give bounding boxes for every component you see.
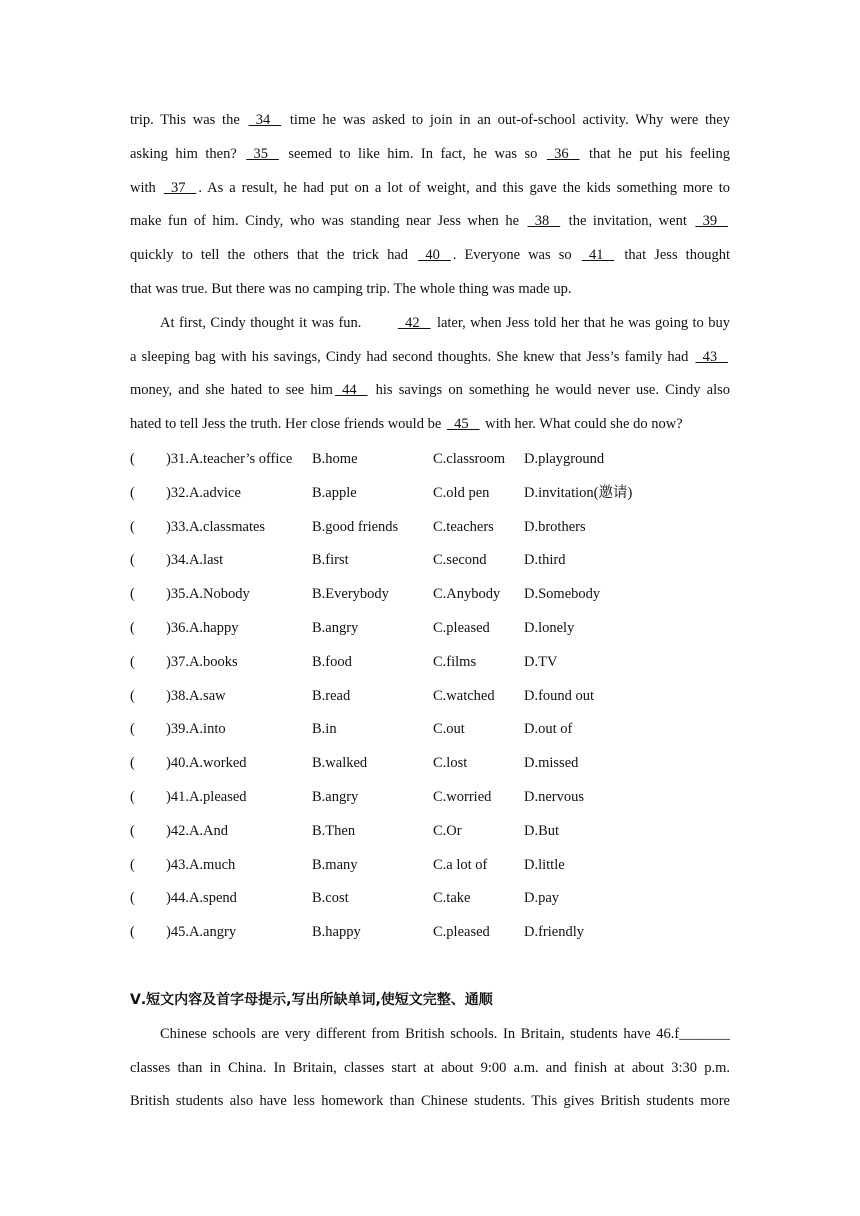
- answer-paren: (: [130, 586, 135, 603]
- option-b: B.happy: [312, 924, 361, 941]
- option-b: B.first: [312, 552, 349, 569]
- option-row: [130, 713, 730, 747]
- option-b: B.angry: [312, 788, 359, 805]
- option-d: D.playground: [524, 451, 605, 467]
- option-c: C.teachers: [433, 518, 494, 535]
- blank-number: 40: [418, 247, 451, 264]
- passage-line: [130, 307, 730, 341]
- option-a: )40.A.worked: [166, 755, 247, 772]
- option-c: C.classroom: [433, 451, 506, 467]
- option-a: )38.A.saw: [166, 687, 226, 704]
- option-d: D.nervous: [524, 788, 585, 805]
- answer-paren: (: [130, 451, 135, 467]
- answer-paren: (: [130, 619, 135, 636]
- passage-line: [130, 239, 730, 273]
- answer-paren: (: [130, 687, 135, 704]
- option-a: )32.A.advice: [166, 484, 241, 501]
- passage-text: money, and she hated to see him: [130, 382, 333, 399]
- answer-paren: (: [130, 890, 135, 907]
- option-c: C.Or: [433, 822, 462, 839]
- passage-text: with: [130, 179, 162, 196]
- option-d: D.TV: [524, 653, 558, 670]
- answer-paren: (: [130, 484, 135, 501]
- passage-text: make fun of him. Cindy, who was standing near Jess when he: [130, 213, 526, 230]
- option-c: C.pleased: [433, 924, 490, 941]
- option-b: B.good friends: [312, 518, 399, 535]
- option-a: )31.A.teacher’s office: [166, 451, 293, 467]
- option-b: B.apple: [312, 484, 357, 501]
- option-c: C.a lot of: [433, 856, 488, 873]
- option-b: B.angry: [312, 619, 359, 636]
- cloze-passage: [130, 104, 730, 442]
- option-a: )33.A.classmates: [166, 518, 266, 535]
- passage-text: . As a result, he had put on a lot of weight, and this gave the kids something more to: [198, 179, 731, 196]
- option-row: [130, 849, 730, 883]
- passage-line: [130, 273, 730, 307]
- option-c: C.Anybody: [433, 586, 501, 603]
- answer-paren: (: [130, 822, 135, 839]
- option-c: C.take: [433, 890, 471, 907]
- passage-text: the invitation, went: [562, 213, 694, 230]
- option-d: D.missed: [524, 755, 579, 772]
- option-d: D.little: [524, 856, 565, 873]
- section5-line: British students also have less homework than Chinese students. This gives British students more: [130, 1093, 730, 1110]
- option-row: [130, 815, 730, 849]
- option-d: D.But: [524, 822, 560, 839]
- option-row: [130, 916, 730, 950]
- answer-paren: (: [130, 856, 135, 873]
- option-row: [130, 578, 730, 612]
- option-c: C.pleased: [433, 619, 490, 636]
- passage-text: hated to tell Jess the truth. Her close friends would be: [130, 416, 445, 433]
- option-b: B.many: [312, 856, 358, 873]
- passage-line: [130, 341, 730, 375]
- blank-number: 37: [163, 179, 197, 196]
- option-d: D.out of: [524, 721, 573, 738]
- blank-number: 44: [334, 382, 368, 399]
- option-d: D.friendly: [524, 924, 584, 941]
- blank-number: 42: [397, 314, 431, 331]
- option-b: B.home: [312, 451, 358, 467]
- passage-line: [130, 374, 730, 408]
- option-row: [130, 511, 730, 545]
- option-row: [130, 680, 730, 714]
- option-d: D.Somebody: [524, 586, 601, 603]
- option-d: D.invitation(邀请): [524, 484, 633, 501]
- answer-paren: (: [130, 653, 135, 670]
- option-row: [130, 443, 730, 477]
- option-b: B.read: [312, 687, 351, 704]
- option-d: D.lonely: [524, 619, 575, 636]
- option-a: )35.A.Nobody: [166, 586, 250, 603]
- passage-text: . Everyone was so: [452, 247, 580, 264]
- option-c: C.watched: [433, 687, 495, 704]
- passage-text: his savings on something he would never use. Cindy also: [369, 382, 730, 399]
- passage-line: [130, 172, 730, 206]
- option-a: )36.A.happy: [166, 619, 239, 636]
- option-row: [130, 646, 730, 680]
- passage-text: seemed to like him. In fact, he was so: [280, 145, 545, 162]
- blank-number: 36: [546, 145, 580, 162]
- blank-number: 45: [446, 416, 480, 433]
- section5-line: Chinese schools are very different from British schools. In Britain, students have 46.f_______: [160, 1026, 730, 1042]
- passage-line: [130, 205, 730, 239]
- option-row: [130, 882, 730, 916]
- option-a: )37.A.books: [166, 653, 238, 670]
- option-d: D.pay: [524, 890, 560, 907]
- passage-text: asking him then?: [130, 145, 245, 162]
- passage-text: time he was asked to join in an out-of-school activity. Why were they: [283, 112, 730, 128]
- option-a: )39.A.into: [166, 721, 226, 738]
- option-c: C.old pen: [433, 484, 490, 501]
- option-b: B.in: [312, 721, 337, 738]
- passage-text: trip. This was the: [130, 112, 247, 128]
- option-b: B.Then: [312, 822, 356, 839]
- passage-text: later, when Jess told her that he was going to buy: [432, 314, 730, 331]
- passage-text: a sleeping bag with his savings, Cindy had second thoughts. She knew that Jess’s family had: [130, 348, 694, 365]
- option-d: D.found out: [524, 687, 595, 704]
- option-row: [130, 747, 730, 781]
- option-row: [130, 477, 730, 511]
- blank-number: 34: [248, 112, 282, 128]
- answer-paren: (: [130, 518, 135, 535]
- option-b: B.food: [312, 653, 352, 670]
- passage-line: [130, 138, 730, 172]
- passage-text: that was true. But there was no camping trip. The whole thing was made up.: [130, 280, 572, 297]
- option-a: )43.A.much: [166, 856, 236, 873]
- answer-paren: (: [130, 788, 135, 805]
- blank-number: 43: [695, 348, 728, 365]
- option-a: )41.A.pleased: [166, 788, 247, 805]
- section5-passage: [130, 1018, 730, 1119]
- option-c: C.out: [433, 721, 465, 738]
- blank-number: 35: [246, 145, 279, 162]
- passage-text: At first, Cindy thought it was fun.: [160, 314, 366, 331]
- cloze-options: [130, 443, 730, 950]
- option-a: )42.A.And: [166, 822, 229, 839]
- option-b: B.Everybody: [312, 586, 389, 603]
- option-row: [130, 544, 730, 578]
- option-d: D.brothers: [524, 518, 586, 535]
- blank-number: 41: [581, 247, 615, 264]
- option-a: )45.A.angry: [166, 924, 237, 941]
- answer-paren: (: [130, 721, 135, 738]
- option-a: )44.A.spend: [166, 890, 237, 907]
- answer-paren: (: [130, 755, 135, 772]
- answer-paren: (: [130, 924, 135, 941]
- passage-line: [130, 408, 730, 442]
- option-d: D.third: [524, 552, 566, 569]
- passage-text: that he put his feeling: [581, 145, 730, 162]
- blank-number: 39: [695, 213, 728, 230]
- option-c: C.lost: [433, 755, 468, 772]
- option-row: [130, 781, 730, 815]
- option-b: B.cost: [312, 890, 349, 907]
- passage-text: quickly to tell the others that the trick had: [130, 247, 417, 264]
- answer-paren: (: [130, 552, 135, 569]
- option-row: [130, 612, 730, 646]
- passage-text: that Jess thought: [616, 247, 730, 264]
- option-c: C.films: [433, 653, 477, 670]
- option-b: B.walked: [312, 755, 368, 772]
- option-c: C.second: [433, 552, 487, 569]
- passage-text: with her. What could she do now?: [481, 416, 683, 433]
- section-title: Ⅴ.短文内容及首字母提示,写出所缺单词,使短文完整、通顺: [130, 992, 493, 1008]
- passage-line: [130, 104, 730, 138]
- section5-line: classes than in China. In Britain, classes start at about 9:00 a.m. and finish at about 3:30 p.m.: [130, 1059, 730, 1076]
- option-c: C.worried: [433, 788, 492, 805]
- option-a: )34.A.last: [166, 552, 224, 569]
- blank-number: 38: [527, 213, 561, 230]
